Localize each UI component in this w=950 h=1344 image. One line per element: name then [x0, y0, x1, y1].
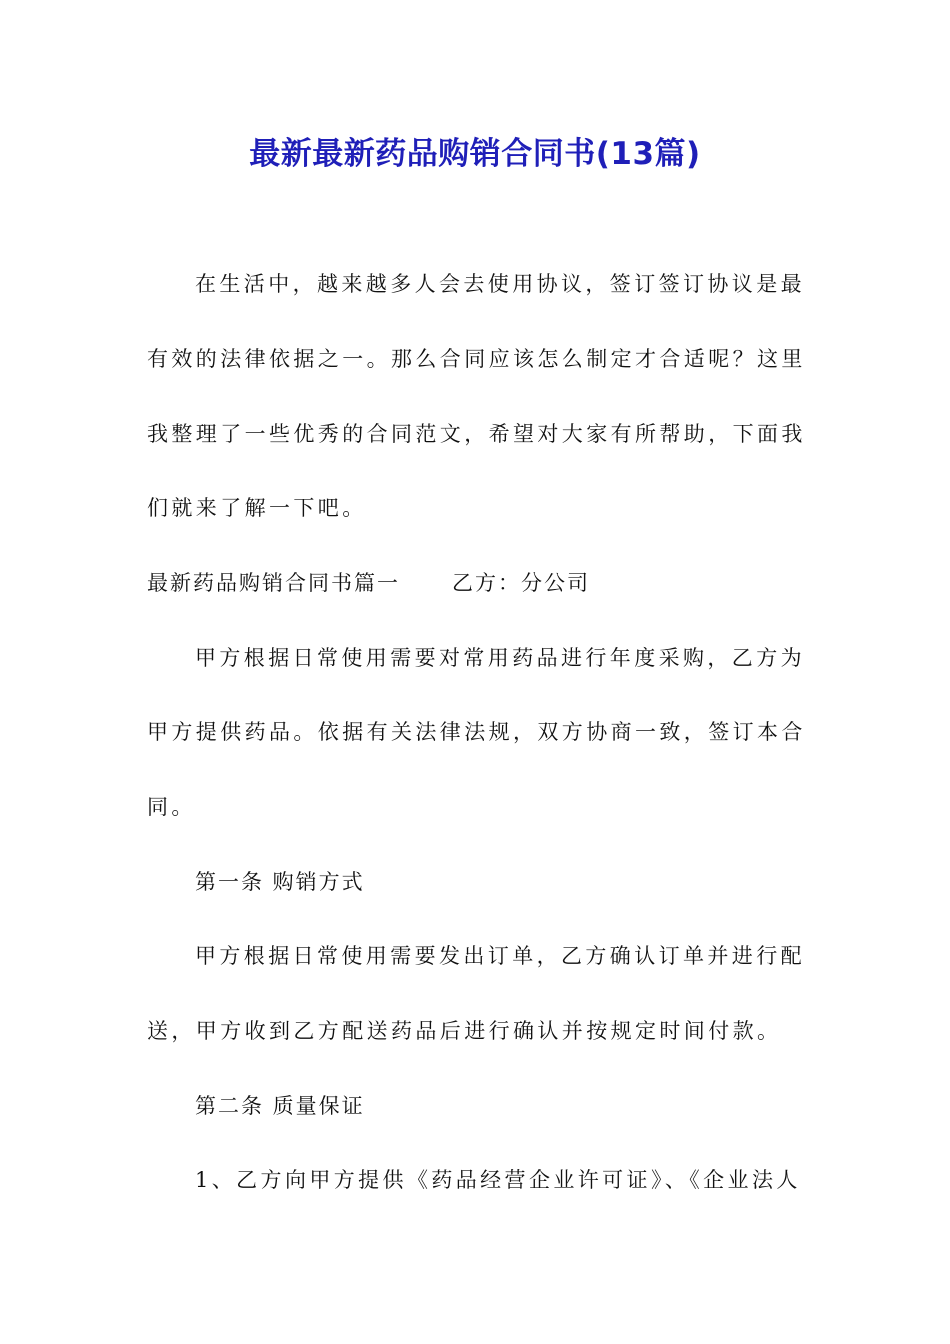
intro-line-1: 在生活中，越来越多人会去使用协议，签订签订协议是最 [195, 272, 805, 296]
intro-line-4: 们就来了解一下吧。 [147, 496, 367, 520]
article1-title: 第一条 购销方式 [195, 870, 365, 894]
article1-line-1: 甲方根据日常使用需要发出订单，乙方确认订单并进行配 [195, 944, 805, 968]
para1-line-3: 同。 [147, 795, 196, 819]
article2-title: 第二条 质量保证 [195, 1094, 365, 1118]
article2-line-1: 1、乙方向甲方提供《药品经营企业许可证》、《企业法人 [195, 1168, 801, 1192]
party-b-label: 乙方：分公司 [452, 571, 590, 595]
intro-line-3: 我整理了一些优秀的合同范文，希望对大家有所帮助，下面我 [147, 422, 806, 446]
section-heading: 最新药品购销合同书篇一 [147, 571, 400, 595]
article1-line-2: 送，甲方收到乙方配送药品后进行确认并按规定时间付款。 [147, 1019, 782, 1043]
section-heading-row [147, 569, 807, 597]
intro-line-2: 有效的法律依据之一。那么合同应该怎么制定才合适呢？这里 [147, 347, 806, 371]
para1-line-1: 甲方根据日常使用需要对常用药品进行年度采购，乙方为 [195, 646, 805, 670]
para1-line-2: 甲方提供药品。依据有关法律法规，双方协商一致，签订本合 [147, 720, 806, 744]
document-title: 最新最新药品购销合同书(13篇) [249, 136, 701, 172]
